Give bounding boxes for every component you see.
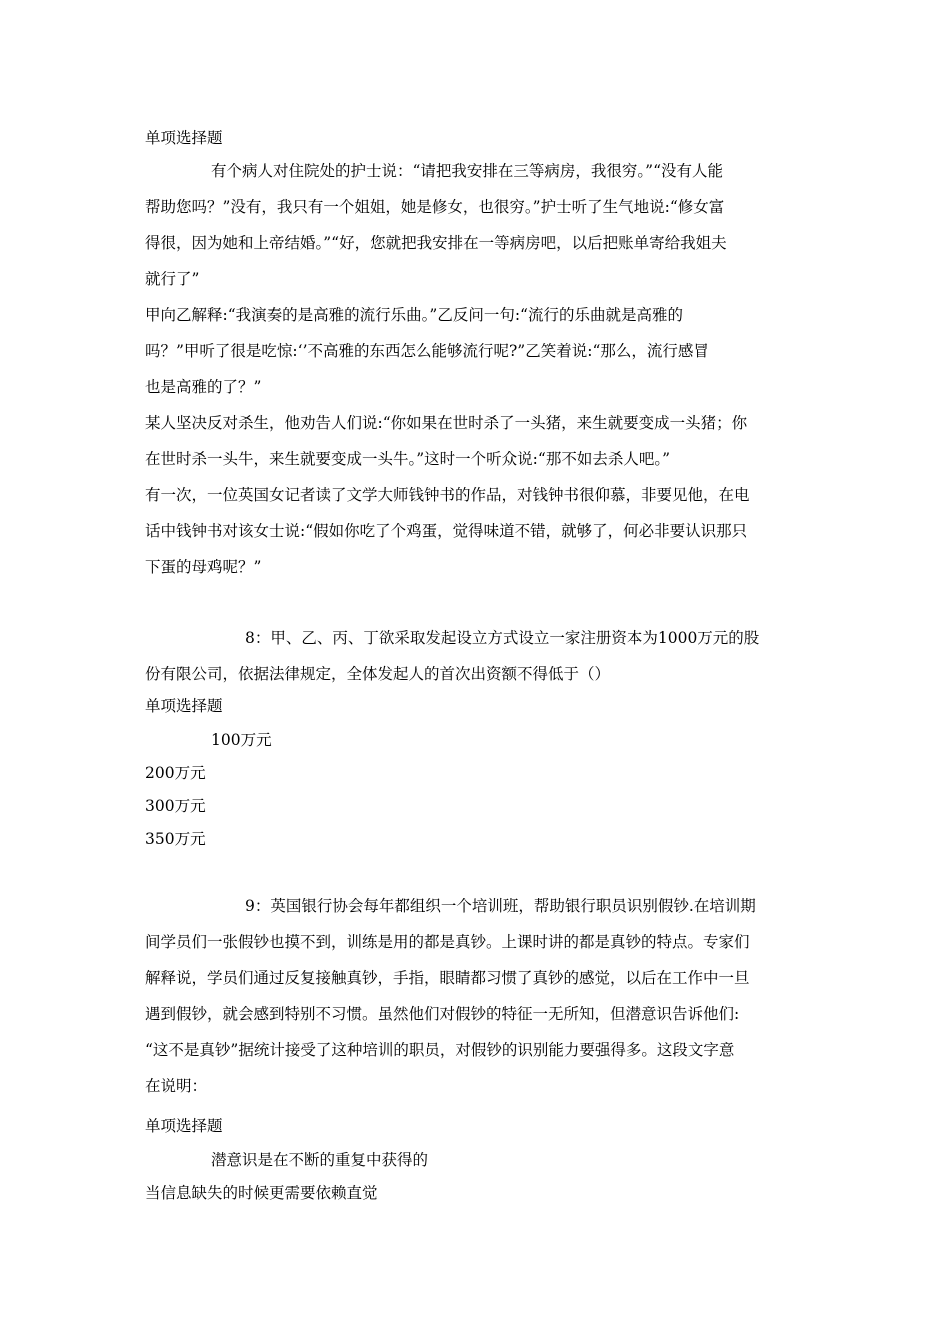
option-d: 350万元	[145, 830, 206, 848]
question-line: 在说明：	[145, 1077, 208, 1095]
option-b: 200万元	[145, 764, 206, 782]
option-line: 有一次，一位英国女记者读了文学大师钱钟书的作品，对钱钟书很仰慕，非要见他，在电	[145, 486, 750, 504]
question-line: “这不是真钞”据统计接受了这种培训的职员，对假钞的识别能力要强得多。这段文字意	[145, 1041, 735, 1059]
q8-question	[145, 620, 805, 692]
option-line: 话中钱钟书对该女士说:“假如你吃了个鸡蛋，觉得味道不错，就够了，何必非要认识那只	[145, 522, 748, 540]
question-line: 遇到假钞，就会感到特别不习惯。虽然他们对假钞的特征一无所知，但潜意识告诉他们:	[145, 1005, 740, 1023]
q9-options	[145, 1144, 805, 1210]
option-line: 下蛋的母鸡呢？”	[145, 558, 262, 576]
q8-options	[145, 724, 805, 856]
question-line: 解释说，学员们通过反复接触真钞，手指，眼睛都习惯了真钞的感觉，以后在工作中一旦	[145, 969, 750, 987]
question-line: 间学员们一张假钞也摸不到，训练是用的都是真钞。上课时讲的都是真钞的特点。专家们	[145, 933, 750, 951]
q9-question	[145, 888, 805, 1104]
option-c: 300万元	[145, 797, 206, 815]
option-line: 得很，因为她和上帝结婚。”“好，您就把我安排在一等病房吧，以后把账单寄给我姐夫	[145, 234, 727, 252]
q7-option-c	[145, 405, 805, 477]
question-line: 9：英国银行协会每年都组织一个培训班，帮助银行职员识别假钞.在培训期	[245, 897, 756, 915]
question-line: 份有限公司，依据法律规定，全体发起人的首次出资额不得低于（）	[145, 665, 611, 683]
option-a: 潜意识是在不断的重复中获得的	[211, 1151, 429, 1169]
option-line: 在世时杀一头牛，来生就要变成一头牛。”这时一个听众说:“那不如去杀人吧。”	[145, 450, 670, 468]
option-line: 也是高雅的了？”	[145, 378, 262, 396]
option-line: 就行了”	[145, 270, 200, 288]
question-line: 8：甲、乙、丙、丁欲采取发起设立方式设立一家注册资本为1000万元的股	[245, 629, 760, 647]
option-a: 100万元	[211, 731, 272, 749]
q7-type-label: 单项选择题	[145, 129, 223, 147]
option-line: 帮助您吗？”没有，我只有一个姐姐，她是修女，也很穷。”护士听了生气地说:“修女富	[145, 198, 725, 216]
q7-option-a	[145, 153, 805, 297]
option-line: 某人坚决反对杀生，他劝告人们说:“你如果在世时杀了一头猪，来生就要变成一头猪；你	[145, 414, 748, 432]
q7-option-b	[145, 297, 805, 405]
q9-type-label: 单项选择题	[145, 1117, 223, 1135]
option-line: 吗？”甲听了很是吃惊:‘’不高雅的东西怎么能够流行呢?”乙笑着说:“那么，流行感冒	[145, 342, 709, 360]
option-line: 甲向乙解释:“我演奏的是高雅的流行乐曲。”乙反问一句:“流行的乐曲就是高雅的	[145, 306, 683, 324]
option-line: 有个病人对住院处的护士说：“请把我安排在三等病房，我很穷。”“没有人能	[211, 162, 724, 180]
q8-type-label: 单项选择题	[145, 697, 223, 715]
q7-option-d	[145, 477, 805, 585]
option-b: 当信息缺失的时候更需要依赖直觉	[145, 1184, 378, 1202]
